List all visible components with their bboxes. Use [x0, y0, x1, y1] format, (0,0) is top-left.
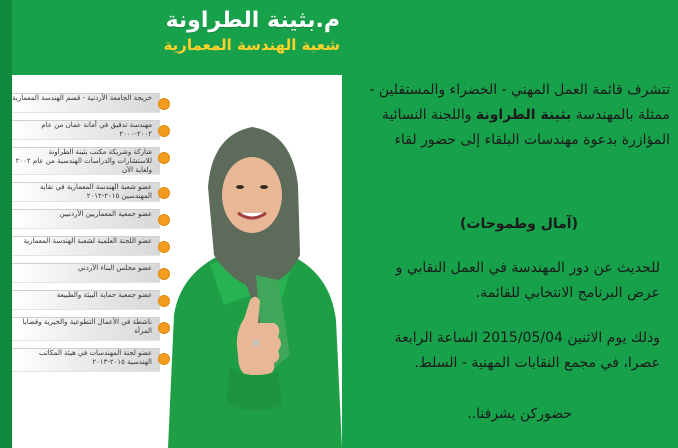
- face: [222, 157, 282, 233]
- cv-item: [12, 209, 172, 229]
- candidate-name-bold: بثينة الطراونة: [475, 107, 572, 123]
- left-eye: [236, 185, 244, 189]
- cv-item: [12, 120, 172, 140]
- event-title: (آمال وطموحات): [459, 216, 578, 232]
- candidate-header: [160, 8, 340, 66]
- bullet-icon: [158, 98, 170, 110]
- cv-item-text: عضو جمعية المعماريين الأردنيين: [59, 210, 152, 218]
- event-purpose: للحديث عن دور المهندسة في العمل النقابي و عرض البرنامج الانتخابي للقائمة.: [395, 260, 660, 301]
- cv-item: [12, 317, 172, 341]
- cv-item-text: ناشطة في الأعمال التطوعية والخيرية وقضايا المرأة: [22, 318, 152, 335]
- bullet-icon: [158, 295, 170, 307]
- cv-item: [12, 236, 172, 256]
- cv-item: [12, 348, 172, 372]
- closing-line: حضوركن يشرفنا..: [467, 406, 572, 422]
- cv-item: [12, 182, 172, 202]
- cv-item: [12, 290, 172, 310]
- invitation-text-1: تتشرف قائمة العمل المهني - الخضراء والمستقلين - ممثلة بالمهندسة: [369, 82, 670, 123]
- candidate-portrait: [160, 105, 342, 448]
- candidate-name: م.بثينة الطراونة: [165, 8, 340, 33]
- cv-item-text: خريجة الجامعة الأردنية - قسم الهندسة المعمارية: [12, 94, 152, 102]
- event-datetime-location: وذلك يوم الاثنين 2015/05/04 الساعة الرابعة عصرا، في مجمع النقابات المهنية - السلط.: [394, 330, 660, 371]
- cv-item-text: مهندسة تدقيق في أمانة عمان من عام ٢٠٠٢-٢٠٠٠: [41, 121, 152, 138]
- campaign-poster: [12, 75, 342, 448]
- bullet-icon: [158, 214, 170, 226]
- cv-item: [12, 93, 172, 113]
- invitation-paragraph: [352, 78, 670, 153]
- bullet-icon: [158, 353, 170, 365]
- cv-item-text: شاركة وشريكة مكتب بثينة الطراونة للاستشارات والدراسات الهندسية من عام ٢٠٠٢ ولغاية الآن: [15, 148, 152, 174]
- cv-item-text: عضو مجلس البناء الأردني: [78, 264, 152, 272]
- announcement-text: [352, 72, 670, 442]
- cv-item-text: عضو جمعية حماية البيئة والطبيعة: [56, 291, 152, 299]
- cv-item-text: عضو شعبة الهندسة المعمارية في نقابة المهندسين ٢٠١٥-٢٠١٢: [39, 183, 152, 200]
- cv-item: [12, 147, 172, 175]
- candidate-section: شعبة الهندسة المعمارية: [163, 36, 340, 54]
- cv-item-text: عضو اللجنة العلمية لشعبة الهندسة المعمارية: [23, 237, 152, 245]
- ring: [253, 340, 259, 346]
- invitation-text-2: واللجنة النسائية المؤازرة بدعوة مهندسات البلقاء إلى حضور لقاء: [381, 107, 670, 148]
- bullet-icon: [158, 268, 170, 280]
- bullet-icon: [158, 152, 170, 164]
- cv-list: [12, 93, 172, 433]
- cv-item: [12, 263, 172, 283]
- bullet-icon: [158, 241, 170, 253]
- right-eye: [260, 185, 268, 189]
- bullet-icon: [158, 125, 170, 137]
- bullet-icon: [158, 187, 170, 199]
- bullet-icon: [158, 322, 170, 334]
- left-edge-stripe: [0, 0, 12, 448]
- cv-item-text: عضو لجنة المهندسات في هيئة المكاتب الهندسية ٢٠١٥-٢٠١٣: [38, 349, 152, 366]
